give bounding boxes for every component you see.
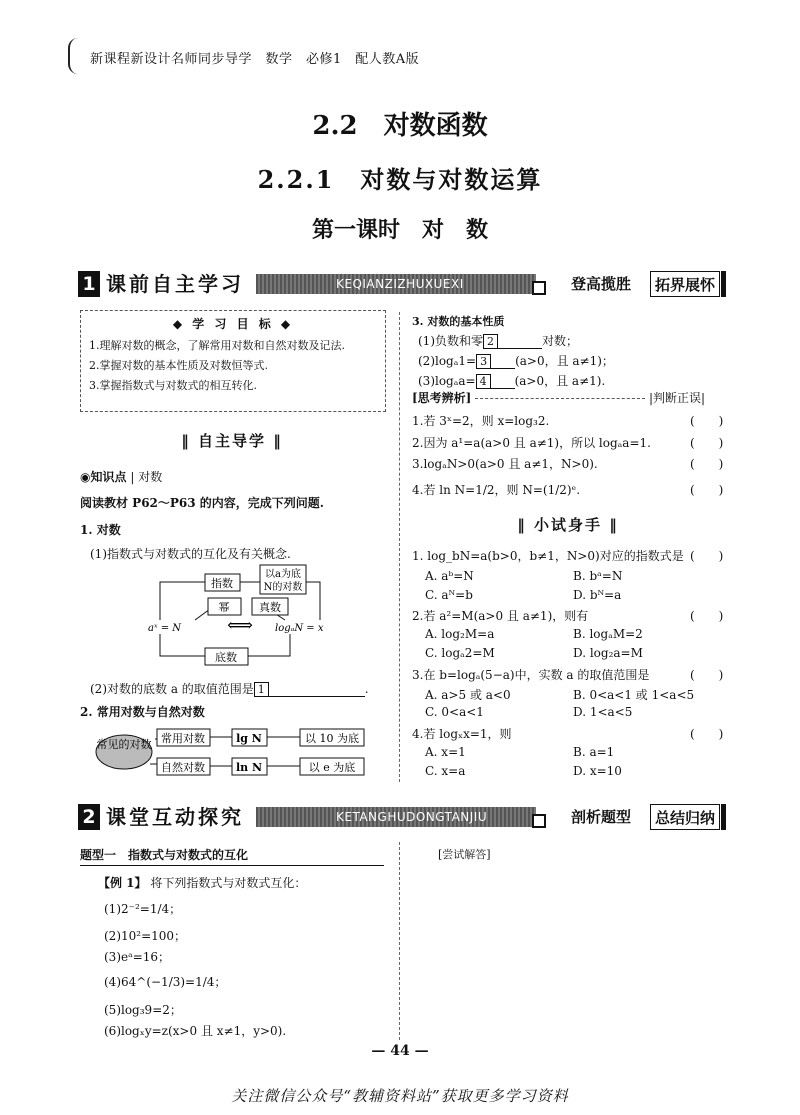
section-banner-1 xyxy=(78,271,726,297)
common-log-label: 常用对数 xyxy=(161,732,205,745)
think-item: 1.若 3ˣ=2，则 x=log₃2. xyxy=(412,414,550,428)
section-banner-2 xyxy=(78,804,726,830)
diagram-right-expr: logₐN = x xyxy=(275,623,324,634)
banner-tag-2: 拓界展怀 xyxy=(650,271,720,297)
knowledge-point-label: ◉知识点 xyxy=(80,470,127,484)
option: C. 0<a<1 xyxy=(425,705,484,719)
answer-paren: ( ) xyxy=(690,414,724,428)
banner-pinyin-bar: KEQIANZIZHUXUEXI xyxy=(256,274,536,294)
property-2 xyxy=(418,352,614,369)
example-item: (2)10²=100； xyxy=(104,929,187,943)
think-title: [思考辨析] xyxy=(412,391,472,405)
diagram-label-base-a: 以a为底 xyxy=(265,569,301,580)
goal-item: 1.理解对数的概念，了解常用对数和自然对数及记法. xyxy=(89,339,345,352)
think-item: 2.因为 a¹=a(a>0 且 a≠1)，所以 logₐa=1. xyxy=(412,436,651,450)
option: C. x=a xyxy=(425,764,466,778)
think-dash-line xyxy=(475,398,645,399)
option: B. bᵃ=N xyxy=(573,569,623,583)
footer-note: 关注微信公众号“教辅资料站”获取更多学习资料 xyxy=(231,1087,569,1105)
property-2-end: (a>0，且 a≠1)； xyxy=(515,354,614,368)
example-item: (5)log₃9=2； xyxy=(104,1003,182,1017)
read-instruction: 阅读教材 P62～P63 的内容，完成下列问题. xyxy=(80,496,324,510)
property-3 xyxy=(418,372,605,389)
column-divider xyxy=(399,312,400,782)
double-arrow-icon: ⟺ xyxy=(227,615,253,636)
diagram-arrow-exp-left xyxy=(160,582,205,620)
answer-blank xyxy=(498,334,542,349)
property-3-end: (a>0，且 a≠1). xyxy=(514,374,606,388)
think-item: 3.logₐN>0(a>0 且 a≠1，N>0). xyxy=(412,457,598,471)
option: B. logₐM=2 xyxy=(573,627,643,641)
option: B. 0<a<1 或 1<a<5 xyxy=(573,688,695,702)
answer-label: [尝试解答] xyxy=(438,848,491,861)
self-guide-heading: ‖ 自主导学 ‖ xyxy=(181,432,283,450)
goal-item: 3.掌握指数式与对数式的相互转化. xyxy=(89,379,257,392)
answer-blank xyxy=(491,354,515,369)
lesson-title: 第一课时 对 数 xyxy=(311,217,488,243)
answer-paren: ( ) xyxy=(690,668,724,682)
option: A. x=1 xyxy=(425,745,466,759)
example-item: (1)2⁻²=1/4； xyxy=(104,902,182,916)
banner-number: 1 xyxy=(78,271,100,297)
common-log-base: 以 10 为底 xyxy=(305,732,359,745)
s1-item2-text: (2)对数的底数 a 的取值范围是 xyxy=(90,682,254,696)
example-label: 【例 1】 xyxy=(98,876,147,890)
property-1-end: 对数； xyxy=(542,334,579,348)
answer-paren: ( ) xyxy=(690,436,724,450)
natural-log-label: 自然对数 xyxy=(161,761,205,774)
knowledge-point xyxy=(80,468,162,485)
banner-tag-1: 登高揽胜 xyxy=(570,275,631,293)
blank-number-box: 3 xyxy=(476,354,491,369)
goals-title: ◆ 学 习 目 标 ◆ xyxy=(172,317,294,331)
property-1 xyxy=(418,332,578,349)
example-item: (4)64^(−1/3)=1/4； xyxy=(104,975,227,989)
kp-separator-icon: | xyxy=(130,470,135,484)
common-log-center-label: 常见的对数 xyxy=(96,738,152,751)
banner-square-icon xyxy=(532,281,546,295)
goal-item: 2.掌握对数的基本性质及对数恒等式. xyxy=(89,359,268,372)
knowledge-point-name: 对数 xyxy=(138,470,163,484)
diagram-label-base: 底数 xyxy=(215,651,237,664)
option: D. 1<a<5 xyxy=(573,705,633,719)
common-log-notation: lg N xyxy=(236,732,262,745)
option: D. x=10 xyxy=(573,764,622,778)
option: D. log₂a=M xyxy=(573,646,643,660)
property-2-text: (2)logₐ1= xyxy=(418,354,477,368)
trial-question: 3.在 b=logₐ(5−a)中，实数 a 的取值范围是 xyxy=(412,668,650,682)
column-divider xyxy=(399,842,400,1040)
s2-title: 2. 常用对数与自然对数 xyxy=(80,705,205,719)
common-log-diagram xyxy=(95,724,375,782)
option: A. a>5 或 a<0 xyxy=(425,688,511,702)
properties-title: 3. 对数的基本性质 xyxy=(412,315,505,328)
think-bar xyxy=(412,389,724,405)
example-item: (3)eᵃ=16； xyxy=(104,950,171,964)
blank-number-box: 1 xyxy=(254,682,269,697)
option: D. bᴺ=a xyxy=(573,588,622,602)
answer-paren: ( ) xyxy=(690,549,724,563)
s1-title: 1. 对数 xyxy=(80,523,121,537)
property-3-text: (3)logₐa= xyxy=(418,374,476,388)
banner-title: 课堂互动探究 xyxy=(106,805,244,829)
option: B. a=1 xyxy=(573,745,615,759)
natural-log-base: 以 e 为底 xyxy=(308,761,356,774)
option: C. logₐ2=M xyxy=(425,646,495,660)
page-number: — 44 — xyxy=(371,1043,429,1059)
banner-end-block xyxy=(721,271,726,297)
trial-question: 2.若 a²=M(a>0 且 a≠1)，则有 xyxy=(412,609,589,623)
banner-tag-2: 总结归纳 xyxy=(650,804,720,830)
s1-item1: (1)指数式与对数式的互化及有关概念. xyxy=(90,547,291,561)
diagram-left-expr: aˣ = N xyxy=(148,623,181,634)
s1-item2: (2)对数的底数 a 的取值范围是 1 . xyxy=(90,682,369,696)
question-type-title: 题型一 指数式与对数式的互化 xyxy=(80,846,384,866)
trial-question: 1. log_bN=a(b>0，b≠1，N>0)对应的指数式是 xyxy=(412,549,684,563)
diagram-arrow-base-left xyxy=(160,634,205,656)
property-1-text: (1)负数和零 xyxy=(418,334,483,348)
banner-square-icon xyxy=(532,814,546,828)
example-item: (6)logₓy=z(x>0 且 x≠1，y>0). xyxy=(104,1024,287,1038)
trial-heading: ‖ 小试身手 ‖ xyxy=(517,516,619,534)
diagram-label-exp: 指数 xyxy=(211,577,233,590)
learning-goals-box xyxy=(80,310,386,412)
answer-paren: ( ) xyxy=(690,483,724,497)
diagram-label-power: 幂 xyxy=(218,601,230,614)
diagram-label-real: 真数 xyxy=(259,601,281,614)
answer-paren: ( ) xyxy=(690,727,724,741)
diagram-label-log-of-n: N的对数 xyxy=(263,582,303,593)
banner-tag-1: 剖析题型 xyxy=(570,808,631,826)
answer-blank xyxy=(491,374,515,389)
example-header xyxy=(98,874,306,891)
option: A. aᵇ=N xyxy=(425,569,474,583)
blank-number-box: 2 xyxy=(483,334,498,349)
banner-number: 2 xyxy=(78,804,100,830)
blank-number-box: 4 xyxy=(476,374,491,389)
answer-paren: ( ) xyxy=(690,457,724,471)
natural-log-notation: ln N xyxy=(235,761,263,774)
log-concept-diagram xyxy=(140,562,340,670)
diagram-arrow-base-right xyxy=(248,634,290,656)
example-text: 将下列指数式与对数式互化： xyxy=(150,876,307,890)
option: C. aᴺ=b xyxy=(425,588,473,602)
think-tag: |判断正误| xyxy=(649,391,706,405)
banner-end-block xyxy=(721,804,726,830)
answer-paren: ( ) xyxy=(690,609,724,623)
header-curve-decoration xyxy=(68,38,84,74)
option: A. log₂M=a xyxy=(425,627,495,641)
think-item: 4.若 ln N=1/2，则 N=(1/2)ᵉ. xyxy=(412,483,581,497)
banner-pinyin-bar: KETANGHUDONGTANJIU xyxy=(256,807,536,827)
section-title: 2.2 对数函数 xyxy=(312,111,488,141)
running-header: 新课程新设计名师同步导学 数学 必修1 配人教A版 xyxy=(90,52,420,67)
answer-blank xyxy=(269,682,365,697)
subsection-title: 2.2.1 对数与对数运算 xyxy=(257,165,543,194)
trial-question: 4.若 logₓx=1，则 xyxy=(412,727,512,741)
banner-title: 课前自主学习 xyxy=(106,272,244,296)
